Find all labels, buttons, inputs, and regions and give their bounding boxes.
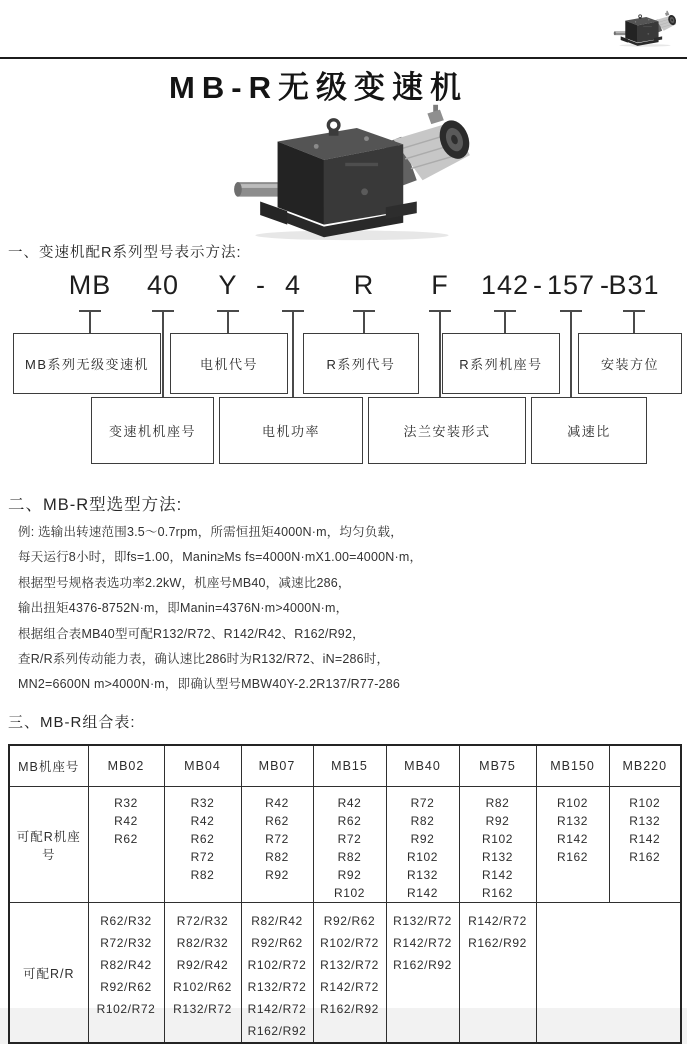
table-cell-value: R102/R72 [320,936,379,950]
table-cell-value: R162 [556,850,589,864]
table-cell [536,787,609,903]
table-cell-merged-empty [536,903,681,1044]
table-cell-value: R42 [265,796,289,810]
table-cell [88,787,164,903]
table-cell-value: R162/R92 [468,936,527,950]
table-cell-value: R102/R72 [247,958,307,972]
table-cell-value: R142 [481,868,514,882]
table-row-label: 可配R/R [9,903,88,1044]
example-line: 例: 选输出转速范围3.5～0.7rpm，所需恒扭矩4000N·m，均匀负载， [18,525,403,539]
section-2-heading: 二、MB-R型选型方法: [8,496,183,514]
table-cell-value: R162/R92 [393,958,452,972]
table-row-label: 可配R机座号 [9,787,88,903]
code-label-box: 电机功率 [219,397,363,464]
example-line: 输出扭矩4376-8752N·m，即Manin=4376N·m>4000N·m， [18,601,349,616]
gear-motor-thumbnail-image [613,5,677,52]
table-cell-value: R42 [337,796,362,810]
table-corner-header: MB机座号 [9,745,88,787]
table-cell-value: R132 [481,850,514,864]
code-connector-line [162,312,164,397]
section-1-heading: 一、变速机配R系列型号表示方法: [8,245,242,261]
table-column-header: MB07 [241,745,313,787]
code-label-box: 安装方位 [578,333,682,394]
code-label-box: MB系列无级变速机 [13,333,161,394]
table-cell-value: R32 [190,796,215,810]
model-code-segment: 4 [284,270,302,300]
code-connector-line [292,312,294,397]
table-cell-value: R142/R72 [320,980,379,994]
table-cell-value: R142/R72 [393,936,452,950]
model-code-dash: - [533,270,543,300]
model-code-segment: R [353,270,375,300]
section-3-heading: 三、MB-R组合表: [8,714,136,731]
table-cell-value: R42 [114,814,138,828]
table-cell [386,903,459,1044]
table-cell-value: R62 [190,832,215,846]
table-cell-value: R42 [190,814,215,828]
table-row [9,787,681,903]
table-column-header: MB150 [536,745,609,787]
table-cell-value: R32 [114,796,138,810]
example-line: 查R/R系列传动能力表，确认速比286时为R132/R72、iN=286时， [18,651,390,666]
table-cell-value: R132/R72 [320,958,379,972]
table-cell-value: R92 [265,868,289,882]
table-cell-value: R132/R72 [247,980,307,994]
table-cell-value: R102 [406,850,439,864]
table-cell-value: R82/R42 [100,958,152,972]
model-code-segment: B31 [608,270,660,300]
selection-example-text [18,520,422,698]
table-cell-value: R162 [629,850,661,864]
gear-motor-photo [226,99,478,244]
table-cell-value: R82/R42 [251,914,303,928]
table-column-header: MB02 [88,745,164,787]
example-line: 根据组合表MB40型可配R132/R72、R142/R42、R162/R92， [18,626,365,641]
table-cell-value: R132 [629,814,661,828]
table-cell-value: R142/R72 [247,1002,307,1016]
table-column-header: MB04 [164,745,241,787]
model-code-segment: 40 [146,270,180,300]
table-cell-value: R82 [410,814,435,828]
table-cell-value: R82 [485,796,510,810]
code-connector-line [504,312,506,333]
example-line: MN2=6600N m>4000N·m，即确认型号MBW40Y-2.2R137/R77-286 [18,677,401,692]
table-cell-value: R72/R32 [100,936,152,950]
table-cell-value: R102/R62 [173,980,232,994]
table-cell [164,787,241,903]
table-cell-value: R72 [337,832,362,846]
model-code-segment: 157 [546,270,596,300]
table-cell-value: R92 [337,868,362,882]
table-cell-value: R102 [629,796,661,810]
code-label-box: 法兰安装形式 [368,397,526,464]
code-connector-line [227,312,229,333]
model-code-segment: MB [68,270,112,300]
table-cell-value: R72/R32 [176,914,229,928]
table-cell-value: R92 [485,814,510,828]
code-connector-line [89,312,91,333]
table-cell-value: R72 [410,796,435,810]
code-label-box: 电机代号 [170,333,288,394]
table-column-header: MB40 [386,745,459,787]
header-divider [0,57,687,59]
table-cell-value: R92 [410,832,435,846]
table-cell [88,903,164,1044]
table-cell-value: R82/R32 [176,936,229,950]
table-cell [609,787,681,903]
table-column-header: MB220 [609,745,681,787]
model-code-dash: - [256,270,266,300]
model-code-segment: F [431,270,449,300]
example-line: 每天运行8小时，即fs=1.00，Manin≥Ms fs=4000N·mX1.00=4000N·m， [18,550,423,565]
table-cell-value: R72 [190,850,215,864]
table-cell-value: R92/R42 [176,958,229,972]
table-cell-value: R102 [481,832,514,846]
table-cell-value: R62 [114,832,138,846]
page-title: MB-R无级变速机 [169,70,468,105]
table-cell-value: R162/R92 [247,1024,307,1038]
code-connector-line [363,312,365,333]
table-cell [459,787,536,903]
code-connector-line [570,312,572,397]
model-code-segment: Y [218,270,238,300]
model-code-dash: - [600,270,610,300]
code-label-box: R系列机座号 [442,333,560,394]
table-column-header: MB15 [313,745,386,787]
table-cell-value: R82 [190,868,215,882]
table-column-header: MB75 [459,745,536,787]
table-cell-value: R102/R72 [96,1002,156,1016]
table-cell-value: R92/R62 [100,980,152,994]
table-cell-value: R82 [337,850,362,864]
table-cell-value: R142 [406,886,439,900]
model-code-segment: 142 [480,270,530,300]
table-cell-value: R162/R92 [320,1002,379,1016]
table-cell-value: R132/R72 [173,1002,232,1016]
table-cell-value: R62 [265,814,289,828]
table-cell-value: R132 [406,868,439,882]
table-cell-value: R132/R72 [393,914,452,928]
table-row [9,903,681,1044]
table-cell [164,903,241,1044]
table-header-row [9,745,681,787]
combination-table [8,744,682,1044]
table-cell-value: R102 [333,886,366,900]
code-label-box: 减速比 [531,397,647,464]
table-cell-value: R92/R62 [323,914,376,928]
table-cell-value: R142 [556,832,589,846]
code-connector-line [633,312,635,333]
table-cell [241,787,313,903]
table-cell-value: R142/R72 [468,914,527,928]
table-cell-value: R72 [265,832,289,846]
code-label-box: R系列代号 [303,333,419,394]
table-cell-value: R82 [265,850,289,864]
table-cell-value: R102 [556,796,589,810]
table-cell-value: R162 [481,886,514,900]
table-cell-value: R142 [629,832,661,846]
table-cell [386,787,459,903]
table-cell [459,903,536,1044]
table-cell [241,903,313,1044]
table-cell [313,787,386,903]
table-cell-value: R92/R62 [251,936,303,950]
table-cell [313,903,386,1044]
table-cell-value: R62 [337,814,362,828]
code-connector-line [439,312,441,397]
table-cell-value: R62/R32 [100,914,152,928]
code-label-box: 变速机机座号 [91,397,214,464]
example-line: 根据型号规格表选功率2.2kW，机座号MB40，减速比286， [18,575,351,590]
table-cell-value: R132 [556,814,589,828]
